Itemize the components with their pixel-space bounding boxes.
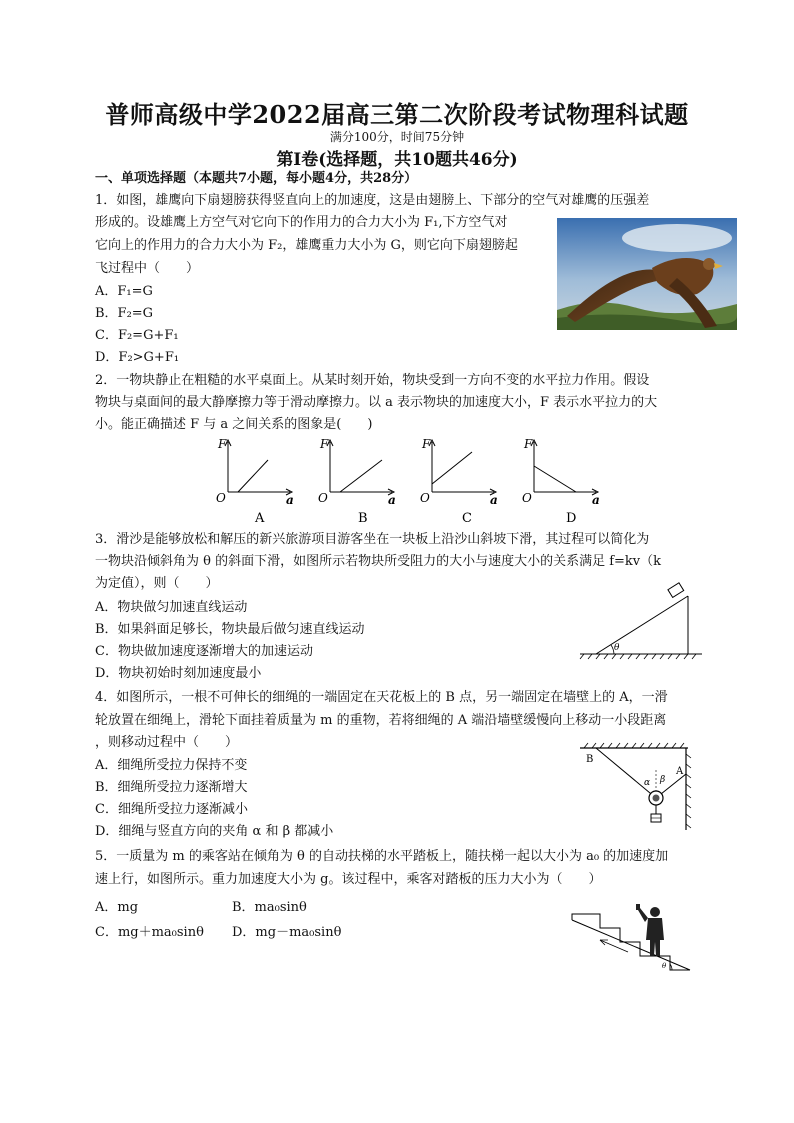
q5-option-b: B．ma₀sinθ xyxy=(232,900,307,915)
q5-line: 速上行，如图所示。重力加速度大小为 g。该过程中，乘客对踏板的压力大小为（ ） xyxy=(95,872,602,887)
graph-a-origin: O xyxy=(216,491,226,505)
alpha-label: α xyxy=(644,778,651,788)
q1-option-a: A．F₁=G xyxy=(95,284,153,299)
q4-option-b: B．细绳所受拉力逐渐增大 xyxy=(95,780,248,795)
q3-line: 3．滑沙是能够放松和解压的新兴旅游项目游客坐在一块板上沿沙山斜坡下滑，其过程可以简化为 xyxy=(95,532,650,547)
graph-b-ylabel: F xyxy=(320,437,329,451)
q4-option-d: D．细绳与竖直方向的夹角 α 和 β 都减小 xyxy=(95,824,334,839)
q5-option-c: C．mg＋ma₀sinθ xyxy=(95,925,204,940)
point-a-label: A xyxy=(676,766,684,777)
graph-b-xlabel: a xyxy=(388,493,396,507)
beta-label: β xyxy=(660,775,666,785)
graph-d-label: D xyxy=(566,511,577,526)
page-title: 普师高级中学2022届高三第二次阶段考试物理科试题 xyxy=(105,100,689,129)
q1-option-c: C．F₂=G+F₁ xyxy=(95,328,179,343)
point-b-label: B xyxy=(586,754,594,765)
graph-c-xlabel: a xyxy=(490,493,498,507)
q5-option-a: A．mg xyxy=(95,900,139,915)
incline-diagram xyxy=(576,582,706,662)
q1-line: 1．如图，雄鹰向下扇翅膀获得竖直向上的加速度，这是由翅膀上、下部分的空气对雄鹰的压强差 xyxy=(95,193,650,208)
q2-line: 小。能正确描述 F 与 a 之间关系的图象是( ) xyxy=(95,417,373,432)
q4-line: 轮放置在细绳上，滑轮下面挂着质量为 m 的重物，若将细绳的 A 端沿墙壁缓慢向上移动一小段距离 xyxy=(95,713,667,728)
q4-line: ，则移动过程中（ ） xyxy=(95,735,239,750)
q1-option-d: D．F₂>G+F₁ xyxy=(95,350,180,365)
q5-line: 5．一质量为 m 的乘客站在倾角为 θ 的自动扶梯的水平踏板上，随扶梯一起以大小为 a₀ 的加速度加 xyxy=(95,849,669,864)
graph-a-xlabel: a xyxy=(286,493,294,507)
section-heading: 一、单项选择题（本题共7小题，每小题4分，共28分） xyxy=(95,171,418,186)
exam-info: 满分100分，时间75分钟 xyxy=(329,130,465,144)
graph-a xyxy=(216,437,294,526)
q3-option-a: A．物块做匀加速直线运动 xyxy=(95,600,248,615)
graph-a-ylabel: F xyxy=(218,437,227,451)
fa-graphs xyxy=(210,436,610,528)
graph-b xyxy=(318,437,396,526)
q3-option-b: B．如果斜面足够长，物块最后做匀速直线运动 xyxy=(95,622,365,637)
escalator-angle-label: θ xyxy=(662,962,667,970)
q1-line: 它向上的作用力的合力大小为 F₂，雄鹰重力大小为 G，则它向下扇翅膀起 xyxy=(95,238,518,253)
q3-line: 为定值），则（ ） xyxy=(95,576,219,591)
graph-a-label: A xyxy=(255,511,265,526)
graph-d-xlabel: a xyxy=(592,493,600,507)
graph-d-ylabel: F xyxy=(524,437,533,451)
graph-d-origin: O xyxy=(522,491,532,505)
q2-line: 2．一物块静止在粗糙的水平桌面上。从某时刻开始，物块受到一方向不变的水平拉力作用。假设 xyxy=(95,373,650,388)
part-title: 第Ⅰ卷(选择题，共10题共46分) xyxy=(276,150,518,170)
graph-c-origin: O xyxy=(420,491,430,505)
q1-line: 飞过程中（ ） xyxy=(95,261,200,276)
q4-option-c: C．细绳所受拉力逐渐减小 xyxy=(95,802,248,817)
q4-line: 4．如图所示，一根不可伸长的细绳的一端固定在天花板上的 B 点，另一端固定在墙壁上的 A，一滑 xyxy=(95,690,668,705)
pulley-diagram xyxy=(578,740,694,832)
graph-c-label: C xyxy=(462,511,472,526)
q3-option-d: D．物块初始时刻加速度最小 xyxy=(95,666,262,681)
q1-line: 形成的。设雄鹰上方空气对它向下的作用力的合力大小为 F₁,下方空气对 xyxy=(95,215,508,230)
q3-option-c: C．物块做加速度逐渐增大的加速运动 xyxy=(95,644,313,659)
graph-b-origin: O xyxy=(318,491,328,505)
graph-c-ylabel: F xyxy=(422,437,431,451)
q2-line: 物块与桌面间的最大静摩擦力等于滑动摩擦力。以 a 表示物块的加速度大小，F 表示水平拉力的大 xyxy=(95,395,658,410)
incline-angle-label: θ xyxy=(614,643,620,653)
escalator-diagram xyxy=(570,900,694,976)
graph-d xyxy=(522,437,600,526)
q1-option-b: B．F₂=G xyxy=(95,306,154,321)
q3-line: 一物块沿倾斜角为 θ 的斜面下滑，如图所示若物块所受阻力的大小与速度大小的关系满足 f=kv（k xyxy=(95,554,662,569)
graph-b-label: B xyxy=(358,511,368,526)
q4-option-a: A．细绳所受拉力保持不变 xyxy=(95,758,248,773)
q5-option-d: D．mg－ma₀sinθ xyxy=(232,925,342,940)
graph-c xyxy=(420,437,498,526)
eagle-photo xyxy=(557,218,737,330)
